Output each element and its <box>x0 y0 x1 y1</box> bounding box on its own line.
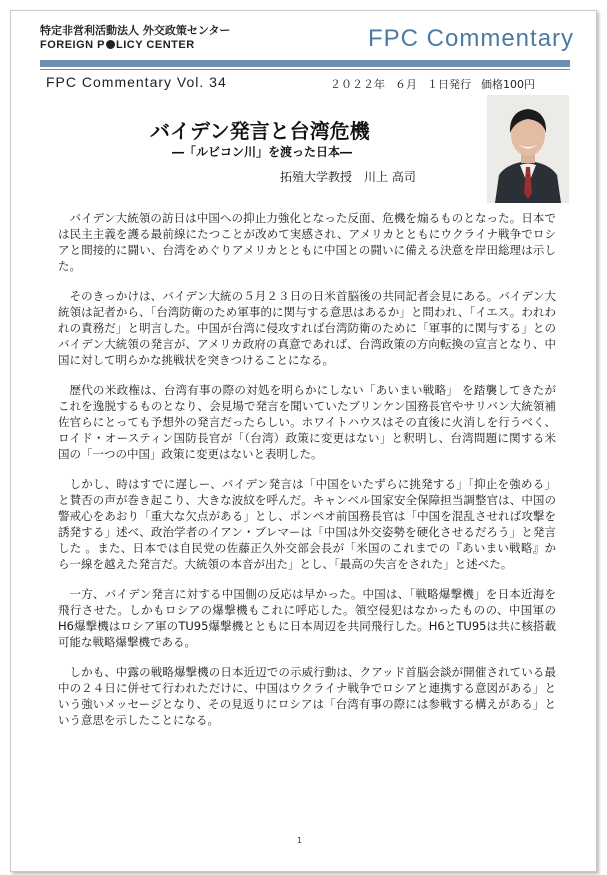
logo-dot-icon <box>106 40 115 49</box>
date-month: ６月 <box>395 78 417 91</box>
header-rule-thin <box>40 69 570 70</box>
volume-label: FPC Commentary Vol. 34 <box>46 74 227 90</box>
brand-title: FPC Commentary <box>368 25 575 52</box>
date-issue: １日発行 <box>427 78 471 91</box>
paragraph-1: バイデン大統領の訪日は中国への抑止力強化となった反面、危機を煽るものとなった。日本では民主主義を護る最前線にたつことが改めて実感され、アメリカとともにウクライナ戦争でロシアと間接的に闘い、台湾をめぐりアメリカとともに中国との闘いに備える決意を岸田総理は示した。 <box>58 211 556 273</box>
org-name-japanese: 特定非営利活動法人 外交政策センター <box>40 24 231 37</box>
article-body <box>58 210 556 742</box>
paragraph-6: しかも、中露の戦略爆撃機の日本近辺での示威行動は、クアッド首脳会談が開催されている最中の２４日に併せて行われただけに、中国はウクライナ戦争でロシアと連携する意図がある」という強いメッセージとなり、その見返りにロシアは「台湾有事の際には参戦する構えがある」という意思を示したことになる。 <box>58 665 556 727</box>
org-name-english: FOREIGN P LICY CENTER <box>40 39 195 51</box>
organization-name <box>40 24 230 52</box>
issue-date <box>330 76 545 92</box>
article-title: バイデン発言と台湾危機 <box>150 119 370 143</box>
paragraph-2: そのきっかけは、バイデン大統の５月２３日の日米首脳後の共同記者会見にある。バイデン大統領は記者から、「台湾防衛のため軍事的に関与する意思はあるか」と問われ、「イエス。われわれの責務だ」と明言した。中国が台湾に侵攻すれば台湾防衛のために「軍事的に関与する」とのバイデン大統領の発言が、アメリカ政府の真意であれば、台湾政策の方向転換の宣言となり、中国に対して明らかな挑戦状を突きつけることになる。 <box>58 289 556 367</box>
paragraph-3: 歴代の米政権は、台湾有事の際の対処を明らかにしない「あいまい戦略」 を踏襲してきたがこれを逸脱するものとなり、会見場で発言を聞いていたブリンケン国務長官やサリバン大統領補佐官らにとっても予想外の発言だったらしい。ホワイトハウスはその直後に火消しを行うべく、ロイド・オースティン国防長官が「（台湾）政策に変更はない」と釈明し、台湾問題に関する米国の「一つの中国」政策に変更はないと表明した。 <box>58 383 556 461</box>
date-year: ２０２２年 <box>330 78 385 91</box>
page-number: 1 <box>297 836 303 845</box>
header-rule-thick <box>40 60 570 67</box>
article-subtitle: ―「ルビコン川」を渡った日本― <box>172 145 353 159</box>
price: 価格100円 <box>481 78 535 91</box>
portrait-image <box>487 95 569 203</box>
author-byline: 拓殖大学教授 川上 高司 <box>280 170 416 184</box>
paragraph-5: 一方、バイデン発言に対する中国側の反応は早かった。中国は、「戦略爆撃機」を日本近海を飛行させた。しかもロシアの爆撃機もこれに呼応した。領空侵犯はなかったものの、中国軍のH6爆撃機はロシア軍のTU95爆撃機とともに日本周辺を共同飛行した。H6とTU95は共に核搭載可能な戦略爆撃機である。 <box>58 587 556 649</box>
author-photo <box>487 95 569 203</box>
paragraph-4: しかし、時はすでに遅しー、バイデン発言は「中国をいたずらに挑発する」「抑止を強める」と賛否の声が巻き起こり、大きな波紋を呼んだ。キャンベル国家安全保障担当調整官は、中国の警戒心をあおり「重大な欠点がある」とし、ポンペオ前国務長官は「中国を混乱させれば攻撃を誘発する」述べ、政治学者のイアン・ブレマーは「中国は外交姿勢を硬化させるだろう」と発言した 。また、日本では自民党の佐藤正久外交部会長が「米国のこれまでの『あいまい戦略』から一線を越えた発言だ。大統領の本音が出た」とし、「最高の失言をされた」と述べた。 <box>58 477 556 571</box>
